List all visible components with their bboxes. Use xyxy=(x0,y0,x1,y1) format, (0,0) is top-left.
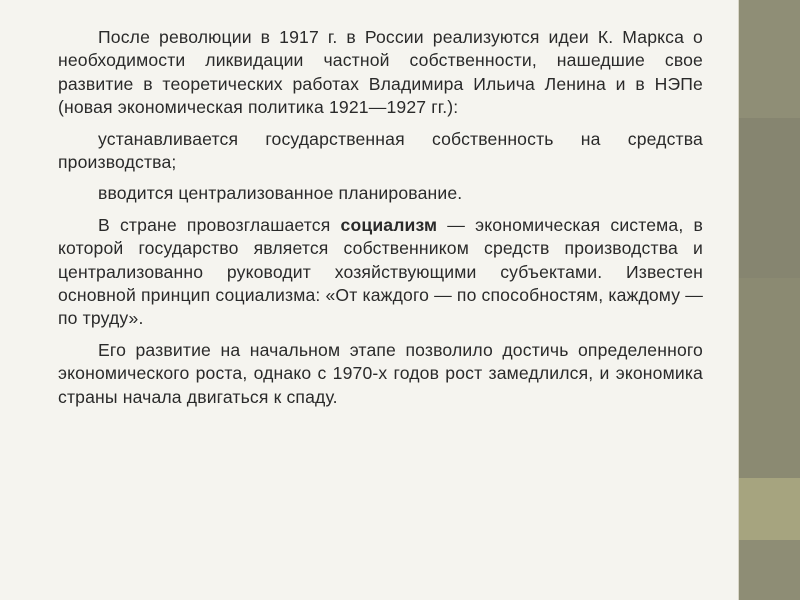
paragraph-revolution: После революции в 1917 г. в России реализуются идеи К. Маркса о необходимости ликвидации частной собственности, нашедшие свое развитие в теоретических работах Владимира Ильича Ленина и в НЭПе (новая экономическая политика 1921—1927 гг.): xyxy=(58,27,703,118)
socialism-intro-text: В стране провозглашается xyxy=(98,214,341,235)
socialism-term: социализм xyxy=(340,214,438,235)
paragraph-socialism xyxy=(58,214,703,331)
slide-body xyxy=(58,26,703,417)
socialism-definition-text: — экономическая система, в которой государство является собственником средств производства и централизованно руководит хозяйствующими субъектами. Известен основной принцип социализма: «От каждого — по способностям, каждому — по труду». xyxy=(58,214,704,329)
sidebar-band-accent xyxy=(739,478,800,540)
sidebar-band-top xyxy=(739,0,800,118)
sidebar-band-bottom xyxy=(739,540,800,600)
paragraph-central-planning: вводится централизованное планирование. xyxy=(98,183,463,204)
paragraph-state-ownership: устанавливается государственная собственность на средства производства; xyxy=(58,128,703,173)
decorative-sidebar xyxy=(738,0,800,600)
sidebar-band-upper xyxy=(739,118,800,278)
sidebar-band-middle xyxy=(739,278,800,478)
paragraph-development: Его развитие на начальном этапе позволило достичь определенного экономического роста, однако с 1970-х годов рост замедлился, и экономика страны начала двигаться к спаду. xyxy=(58,339,703,407)
